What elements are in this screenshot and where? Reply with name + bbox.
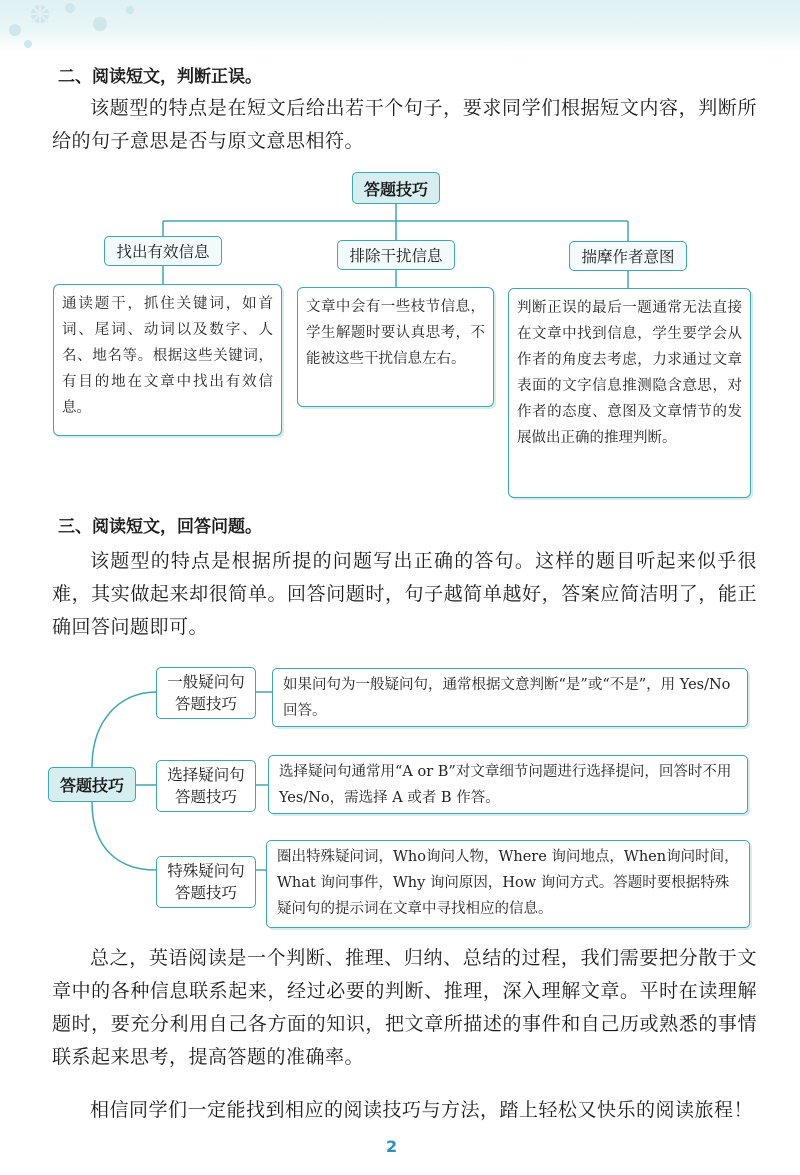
section3-root-box [48, 767, 136, 802]
branch-label: 找出有效信息 [116, 243, 210, 261]
conclusion-paragraph-1: 总之，英语阅读是一个判断、推理、归纳、总结的过程，我们需要把分散于文章中的各种信息联系起来，经过必要的判断、推理，深入理解文章。平时在读理解题时，要充分利用自己各方面的知识，把文章所描述的事件和自己历或熟悉的事情联系起来思考，提高答题的准确率。 [52, 947, 757, 1068]
section3-branch-text-2: 选择疑问句通常用“A or B”对文章细节问题进行选择提问，回答时不用Yes/No，需选择 A 或者 B 作答。 [268, 755, 748, 814]
label-line: 选择疑问句 [167, 766, 245, 784]
section3-root-label: 答题技巧 [59, 776, 124, 795]
label-line: 答题技巧 [174, 884, 237, 902]
section3-branch-text-3: 圈出特殊疑问词，Who询问人物，Where 询问地点，When询问时间，What 询问事件，Why 询问原因，How 询问方式。答题时要根据特殊疑问句的提示词在文章中寻找相应的信息。 [266, 840, 750, 928]
section3-branch-label-3 [156, 856, 256, 908]
page-number: 2 [386, 1137, 398, 1156]
section2-branch-text-3: 判断正误的最后一题通常无法直接在文章中找到信息，学生要学会从作者的角度去考虑，力求通过文章表面的文字信息推测隐含意思，对作者的态度、意图及文章情节的发展做出正确的推理判断。 [508, 288, 751, 498]
branch-label: 揣摩作者意图 [581, 248, 675, 266]
section2-intro: 该题型的特点是在短文后给出若干个句子，要求同学们根据短文内容，判断所给的句子意思是否与原文意思相符。 [52, 97, 757, 152]
section3-branch-label-2 [156, 760, 256, 812]
conclusion-paragraph-2: 相信同学们一定能找到相应的阅读技巧与方法，踏上轻松又快乐的阅读旅程！ [90, 1099, 754, 1121]
section3-intro: 该题型的特点是根据所提的问题写出正确的答句。这样的题目听起来似乎很难，其实做起来却很简单。回答问题时，句子越简单越好，答案应简洁明了，能正确回答问题即可。 [52, 550, 757, 638]
section3-branch-label-1 [156, 667, 256, 719]
snowflake-decoration [0, 0, 800, 52]
header-band [0, 0, 800, 52]
section2-branch-text-1: 通读题干，抓住关键词，如首词、尾词、动词以及数字、人名、地名等。根据这些关键词，有目的地在文章中找出有效信息。 [53, 284, 282, 436]
label-line: 特殊疑问句 [167, 862, 245, 880]
section2-root-box [352, 172, 440, 204]
label-line: 答题技巧 [174, 695, 237, 713]
section2-branch-label-2 [337, 240, 455, 270]
label-line: 答题技巧 [174, 788, 237, 806]
section2-branch-label-1 [104, 236, 222, 266]
label-line: 一般疑问句 [167, 673, 245, 691]
section2-root-label: 答题技巧 [363, 179, 428, 199]
section3-branch-text-1: 如果问句为一般疑问句，通常根据文意判断“是”或“不是”，用 Yes/No回答。 [272, 668, 748, 727]
section3-heading: 三、阅读短文，回答问题。 [58, 517, 262, 537]
branch-label: 排除干扰信息 [349, 247, 443, 265]
section2-heading: 二、阅读短文，判断正误。 [58, 67, 262, 87]
section2-branch-text-2: 文章中会有一些枝节信息，学生解题时要认真思考，不能被这些干扰信息左右。 [297, 287, 494, 407]
section2-branch-label-3 [569, 241, 687, 271]
